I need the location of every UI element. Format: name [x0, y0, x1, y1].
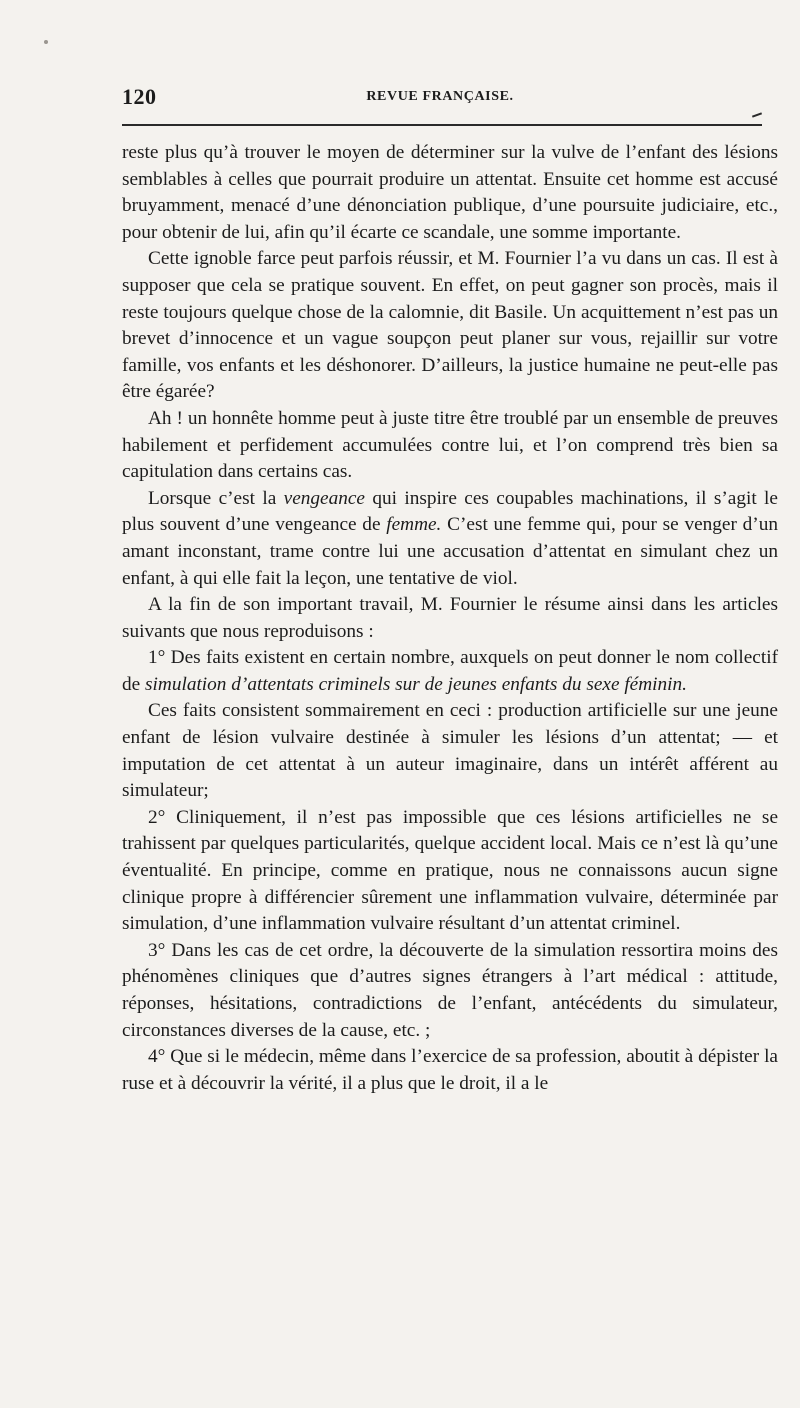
- paragraph: Cette ignoble farce peut parfois réussir, et M. Fournier l’a vu dans un cas. Il est à supposer que cela se pratique souvent. En effet, on peut gagner son procès, mais il reste toujours quelque chose de la calomnie, dit Basile. Un acquittement n’est pas un brevet d’innocence et un vague soupçon peut planer sur vous, rejaillir sur votre famille, vos enfants et les déshonorer. D’ailleurs, la justice humaine ne peut-elle pas être égarée?: [122, 248, 778, 403]
- page-number: 120: [122, 84, 157, 109]
- paragraph: Lorsque c’est la vengeance qui inspire ces coupables machinations, il s’agit le plus souvent d’une vengeance de femme. C’est une femme qui, pour se venger d’un amant inconstant, trame contre lui une accusation d’attentat en simulant chez un enfant, à qui elle fait la leçon, une tentative de viol.: [122, 487, 778, 589]
- ink-speck: [44, 40, 48, 44]
- page-header: [122, 84, 758, 114]
- paragraph: 1° Des faits existent en certain nombre, auxquels on peut donner le nom collectif de simulation d’attentats criminels sur de jeunes enfants du sexe féminin.: [122, 647, 778, 695]
- paragraph: A la fin de son important travail, M. Fournier le résume ainsi dans les articles suivants que nous reproduisons :: [122, 594, 778, 642]
- header-rule: [122, 124, 762, 126]
- paragraph: Ces faits consistent sommairement en ceci : production artificielle sur une jeune enfant de lésion vulvaire destinée à simuler les lésions d’un attentat; — et imputation de cet attentat à un auteur imaginaire, dans un intérêt afférent au simulateur;: [122, 700, 778, 802]
- running-title: REVUE FRANÇAISE.: [366, 89, 514, 104]
- body-text: [122, 140, 778, 1097]
- paragraph: 4° Que si le médecin, même dans l’exercice de sa profession, aboutit à dépister la ruse et à découvrir la vérité, il a plus que le droit, il a le: [122, 1046, 778, 1094]
- paragraph: 3° Dans les cas de cet ordre, la découverte de la simulation ressortira moins des phénomènes cliniques que d’autres signes étrangers à l’art médical : attitude, réponses, hésitations, contradictions de l’enfant, antécédents du simulateur, circonstances diverses de la cause, etc. ;: [122, 939, 778, 1041]
- paragraph: reste plus qu’à trouver le moyen de déterminer sur la vulve de l’enfant des lésions semblables à celles que pourrait produire un attentat. Ensuite cet homme est accusé bruyamment, menacé d’une dénonciation publique, d’une poursuite judiciaire, etc., pour obtenir de lui, afin qu’il écarte ce scandale, une somme importante.: [122, 142, 778, 243]
- paragraph: 2° Cliniquement, il n’est pas impossible que ces lésions artificielles ne se trahissent par quelques particularités, quelque accident local. Mais ce n’est là qu’une éventualité. En principe, comme en pratique, nous ne connaissons aucun signe clinique propre à différencier sûrement une inflammation vulvaire, déterminée par simulation, d’une inflammation vulvaire résultant d’un attentat criminel.: [122, 806, 778, 935]
- paragraph: Ah ! un honnête homme peut à juste titre être troublé par un ensemble de preuves habilement et perfidement accumulées contre lui, et l’on comprend très bien sa capitulation dans certains cas.: [122, 407, 778, 483]
